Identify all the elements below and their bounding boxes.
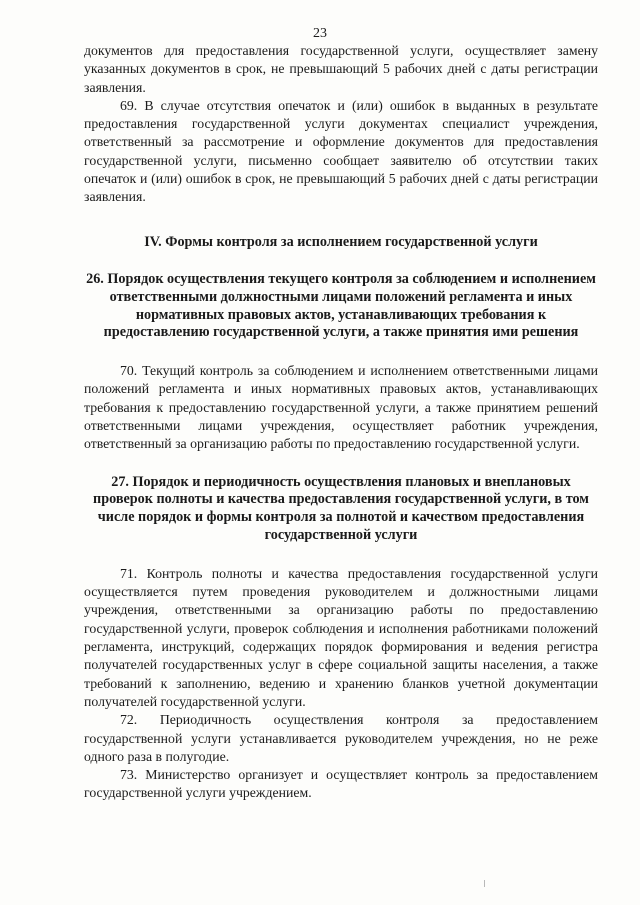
scan-artifact bbox=[484, 880, 485, 887]
paragraph-71: 71. Контроль полноты и качества предоставления государственной услуги осуществляется путем проведения руководителем и должностными лицами учреждения, ответственными за организацию работы по предоставлению государственной услуги, проверок соблюдения и исполнения работниками положений регламента, инструкций, содержащих порядок формирования и ведения регистра получателей государственных услуг в сфере социальной защиты населения, а также требований к заполнению, ведению и хранению бланков учетной документации получателей государственной услуги. bbox=[84, 565, 598, 709]
subsection-27-title: 27. Порядок и периодичность осуществления плановых и внеплановых проверок полноты и качества предоставления государственной услуги, в том числе порядок и формы контроля за полнотой и качеством предоставления государственной услуги bbox=[93, 473, 589, 544]
paragraph-72: 72. Периодичность осуществления контроля за предоставлением государственной услуги устанавливается руководителем учреждения, но не реже одного раза в полугодие. bbox=[84, 712, 598, 764]
paragraph-69: 69. В случае отсутствия опечаток и (или) ошибок в выданных в результате предоставления государственной услуги документах специалист учреждения, ответственный за рассмотрение и оформление документов для предоставления государственной услуги, письменно сообщает заявителю об отсутствии таких опечаток и (или) ошибок в срок, не превышающий 5 рабочих дней с даты регистрации заявления. bbox=[84, 97, 598, 205]
document-body bbox=[84, 42, 598, 803]
paragraph-70: 70. Текущий контроль за соблюдением и исполнением ответственными лицами положений регламента и иных нормативных правовых актов, устанавливающих требования к предоставлению государственной услуги, а также принятием решений ответственными лицами учреждения, осуществляет работник учреждения, ответственный за организацию работы по предоставлению государственной услуги. bbox=[84, 363, 598, 452]
paragraph-73: 73. Министерство организует и осуществляет контроль за предоставлением государственной услуги учреждением. bbox=[84, 767, 598, 801]
page-number: 23 bbox=[313, 26, 327, 41]
subsection-26-title: 26. Порядок осуществления текущего контроля за соблюдением и исполнением ответственными должностными лицами положений регламента и иных нормативных правовых актов, устанавливающих требования к предоставлению государственной услуги, а также принятия ими решения bbox=[86, 270, 596, 341]
section-title: IV. Формы контроля за исполнением государственной услуги bbox=[144, 233, 538, 250]
paragraph-continuation: документов для предоставления государственной услуги, осуществляет замену указанных документов в срок, не превышающий 5 рабочих дней с даты регистрации заявления. bbox=[84, 43, 598, 95]
